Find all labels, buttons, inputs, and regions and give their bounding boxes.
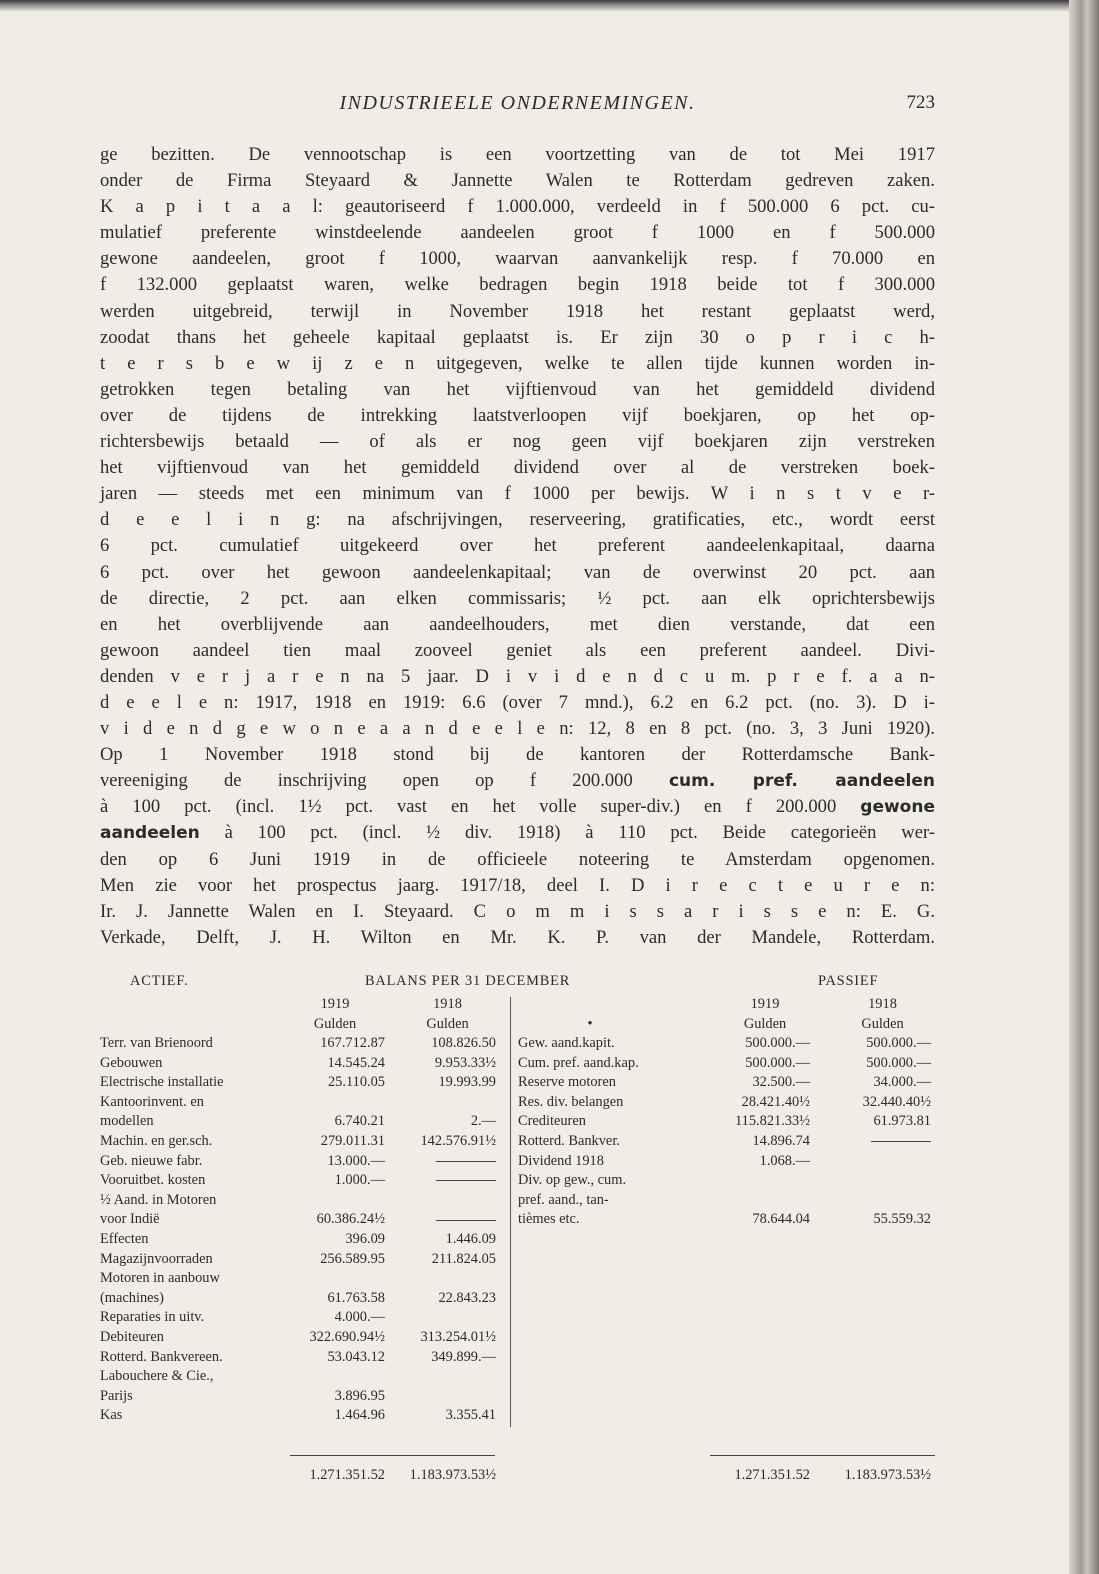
actief-rows (100, 1034, 500, 1426)
unit-label: Gulden (313, 1015, 357, 1032)
actief-value-1919: 279.011.31 (320, 1132, 385, 1149)
passief-value-1919: 1.068.— (759, 1152, 810, 1169)
passief-label: Cum. pref. aand.kap. (518, 1054, 639, 1071)
text-line: t e r s b e w ij z e n uitgegeven, welke te allen tijde kunnen worden in- (100, 352, 935, 374)
actief-total-1918: 1.183.973.53½ (409, 1467, 496, 1483)
actief-value-1918: 2.— (470, 1113, 496, 1130)
text-line: de directie, 2 pct. aan elken commissaris; ½ pct. aan elk oprichtersbewijs (100, 587, 935, 609)
actief-label: modellen (100, 1113, 154, 1130)
passief-value-1919: 28.421.40½ (741, 1093, 810, 1110)
actief-value-1918 (400, 1152, 496, 1172)
bullet-mark: • (587, 1015, 593, 1032)
passief-label: Gew. aand.kapit. (518, 1035, 615, 1051)
actief-value-1919: 1.000.— (334, 1172, 385, 1189)
passief-row (518, 1054, 938, 1074)
year-label: 1919 (320, 996, 350, 1012)
actief-value-1919: 60.386.24½ (316, 1211, 385, 1228)
passief-label: pref. aand., tan- (518, 1191, 609, 1208)
empty-dash (436, 1180, 496, 1181)
actief-label: Terr. van Brienoord (100, 1035, 213, 1051)
actief-value-1919: 14.545.24 (327, 1054, 385, 1071)
passief-value-1918: 500.000.— (866, 1054, 931, 1071)
actief-label: Geb. nieuwe fabr. (100, 1152, 203, 1169)
passief-1919-head (720, 995, 810, 1034)
actief-row (100, 1093, 500, 1113)
page-top-edge (0, 0, 1070, 12)
actief-row (100, 1308, 500, 1328)
page-number: 723 (906, 92, 935, 113)
empty-dash (436, 1161, 496, 1162)
page-header (100, 92, 935, 122)
empty-dash (436, 1220, 496, 1221)
passief-total-1919: 1.271.351.52 (734, 1467, 810, 1483)
actief-row (100, 1348, 500, 1368)
text-line: Op 1 November 1918 stond bij de kantoren der Rotterdamsche Bank- (100, 744, 935, 766)
actief-row (100, 1054, 500, 1074)
passief-label: tièmes etc. (518, 1211, 580, 1228)
passief-value-1918 (835, 1132, 931, 1152)
passief-value-1918: 500.000.— (866, 1035, 931, 1051)
actief-value-1918: 108.826.50 (431, 1035, 496, 1051)
actief-row (100, 1328, 500, 1348)
actief-value-1919: 167.712.87 (320, 1035, 385, 1051)
text-line: Men zie voor het prospectus jaarg. 1917/18, deel I. D i r e c t e u r e n: (100, 874, 935, 896)
actief-value-1918: 3.355.41 (445, 1407, 496, 1424)
passief-value-1919: 500.000.— (745, 1035, 810, 1051)
actief-label: Labouchere & Cie., (100, 1368, 214, 1385)
text-line: het vijftienvoud van het gemiddeld dividend over al de verstreken boek- (100, 457, 935, 479)
passief-row (518, 1073, 938, 1093)
bold-phrase: gewone (860, 797, 935, 818)
actief-value-1918: 1.446.09 (445, 1230, 496, 1247)
passief-label: Reserve motoren (518, 1074, 616, 1091)
actief-value-1919: 322.690.94½ (309, 1328, 385, 1345)
actief-value-1919: 61.763.58 (327, 1289, 385, 1306)
text-line: 6 pct. cumulatief uitgekeerd over het preferent aandeelenkapitaal, daarna (100, 535, 935, 557)
actief-label: Vooruitbet. kosten (100, 1172, 206, 1189)
passief-value-1918: 34.000.— (873, 1074, 931, 1091)
actief-row (100, 1132, 500, 1152)
passief-label: Div. op gew., cum. (518, 1172, 627, 1189)
actief-value-1918: 142.576.91½ (420, 1132, 496, 1149)
actief-value-1918: 349.899.— (431, 1348, 496, 1365)
actief-value-1918: 22.843.23 (438, 1289, 496, 1306)
actief-row (100, 1152, 500, 1172)
passief-row (518, 1093, 938, 1113)
actief-value-1919: 13.000.— (327, 1152, 385, 1169)
text-line: den op 6 Juni 1919 in de officieele noteering te Amsterdam opgenomen. (100, 848, 935, 870)
text-line (100, 794, 935, 820)
actief-value-1919: 256.589.95 (320, 1250, 385, 1267)
passief-rows (518, 1034, 938, 1230)
actief-label: Rotterd. Bankvereen. (100, 1348, 223, 1365)
text-line: richtersbewijs betaald — of als er nog geen vijf boekjaren zijn verstreken (100, 431, 935, 453)
actief-row (100, 1406, 500, 1426)
actief-value-1918 (400, 1171, 496, 1191)
text-line (100, 820, 935, 846)
year-label: 1918 (868, 996, 897, 1012)
actief-label: Gebouwen (100, 1054, 163, 1071)
text-line: onder de Firma Steyaard & Jannette Walen te Rotterdam gedreven zaken. (100, 170, 935, 192)
actief-row (100, 1112, 500, 1132)
text-line: 6 pct. over het gewoon aandeelenkapitaal; van de overwinst 20 pct. aan (100, 561, 935, 583)
actief-value-1919: 4.000.— (334, 1309, 385, 1326)
passief-label: Dividend 1918 (518, 1152, 604, 1169)
actief-label: Reparaties in uitv. (100, 1309, 205, 1326)
text-line: Verkade, Delft, J. H. Wilton en Mr. K. P. van der Mandele, Rotterdam. (100, 926, 935, 948)
bold-phrase: aandeelen (100, 823, 200, 844)
actief-label: Magazijnvoorraden (100, 1250, 213, 1267)
year-label: 1918 (433, 996, 462, 1012)
body-text (100, 142, 935, 951)
actief-label: Machin. en ger.sch. (100, 1132, 213, 1149)
bold-phrase: cum. pref. aandeelen (668, 771, 935, 792)
passief-row (518, 1171, 938, 1191)
actief-value-1918: 313.254.01½ (420, 1328, 496, 1345)
passief-value-1918: 61.973.81 (873, 1113, 931, 1130)
balance-title: BALANS PER 31 DECEMBER (365, 973, 571, 989)
text-line: zoodat thans het geheele kapitaal geplaatst is. Er zijn 30 o p r i c h- (100, 326, 935, 348)
actief-value-1919: 25.110.05 (327, 1074, 385, 1091)
actief-total-rule (290, 1455, 495, 1456)
actief-row (100, 1367, 500, 1387)
text-line: K a p i t a a l: geautoriseerd f 1.000.000, verdeeld in f 500.000 6 pct. cu- (100, 196, 935, 218)
passief-label: Crediteuren (518, 1113, 586, 1130)
text-line-part: vereeniging de inschrijving open op f 200.000 (100, 770, 669, 792)
actief-total-1919: 1.271.351.52 (309, 1467, 385, 1483)
book-binding-edge (1069, 0, 1099, 1574)
actief-row (100, 1230, 500, 1250)
actief-value-1919: 6.740.21 (334, 1113, 385, 1130)
actief-label: Parijs (100, 1387, 133, 1404)
actief-label: Kas (100, 1407, 123, 1424)
actief-label: Kantoorinvent. en (100, 1093, 204, 1110)
actief-label: Effecten (100, 1230, 149, 1247)
actief-value-1918: 9.953.33½ (434, 1054, 496, 1071)
text-line: d e e l i n g: na afschrijvingen, reserveering, gratificaties, etc., wordt eerst (100, 509, 935, 531)
passief-heading: PASSIEF (818, 973, 879, 989)
text-line: getrokken tegen betaling van het vijftienvoud van het gemiddeld dividend (100, 378, 935, 400)
passief-value-1919: 32.500.— (752, 1074, 810, 1091)
actief-value-1918 (400, 1210, 496, 1230)
actief-row (100, 1387, 500, 1407)
passief-value-1919: 500.000.— (745, 1054, 810, 1071)
passief-label: Res. div. belangen (518, 1093, 624, 1110)
running-title: INDUSTRIEELE ONDERNEMINGEN. (339, 92, 696, 114)
text-line-part: à 100 pct. (incl. ½ div. 1918) à 110 pct. Beide categorieën wer- (199, 822, 935, 844)
balance-heading (100, 973, 935, 995)
unit-label: Gulden (426, 1015, 469, 1032)
actief-label: Motoren in aanbouw (100, 1270, 220, 1287)
unit-label: Gulden (861, 1015, 904, 1032)
column-divider (510, 997, 511, 1427)
passief-row (518, 1191, 938, 1211)
text-line: gewoon aandeel tien maal zooveel geniet als een preferent aandeel. Divi- (100, 639, 935, 661)
text-line: v i d e n d g e w o n e a a n d e e l e n: 12, 8 en 8 pct. (no. 3, 3 Juni 1920). (100, 718, 935, 740)
passief-row (518, 1112, 938, 1132)
text-line: f 132.000 geplaatst waren, welke bedragen begin 1918 beide tot f 300.000 (100, 274, 935, 296)
actief-1918-head (400, 995, 495, 1034)
actief-heading: ACTIEF. (130, 973, 189, 989)
unit-label: Gulden (743, 1015, 787, 1032)
text-line: werden uitgebreid, terwijl in November 1918 het restant geplaatst werd, (100, 300, 935, 322)
actief-value-1919: 1.464.96 (334, 1407, 385, 1424)
text-line: jaren — steeds met een minimum van f 1000 per bewijs. W i n s t v e r- (100, 483, 935, 505)
passief-row (518, 1034, 938, 1054)
actief-value-1918: 19.993.99 (438, 1074, 496, 1091)
passief-label: Rotterd. Bankver. (518, 1132, 620, 1149)
passief-1918-head (835, 995, 930, 1034)
actief-value-1919: 53.043.12 (327, 1348, 385, 1365)
passief-total-rule (710, 1455, 935, 1456)
actief-row (100, 1191, 500, 1211)
actief-label: ½ Aand. in Motoren (100, 1191, 217, 1208)
actief-row (100, 1269, 500, 1289)
passief-total-1918: 1.183.973.53½ (844, 1467, 931, 1483)
actief-label: Debiteuren (100, 1328, 164, 1345)
actief-row (100, 1210, 500, 1230)
balance-sheet (100, 973, 935, 1483)
text-line: en het overblijvende aan aandeelhouders, met dien verstande, dat een (100, 613, 935, 635)
text-line: over de tijdens de intrekking laatstverloopen vijf boekjaren, op het op- (100, 404, 935, 426)
actief-value-1919: 3.896.95 (334, 1387, 385, 1404)
passief-value-1918: 32.440.40½ (862, 1093, 931, 1110)
passief-value-1918: 55.559.32 (873, 1211, 931, 1228)
passief-value-1919: 78.644.04 (752, 1211, 810, 1228)
text-line-part: à 100 pct. (incl. 1½ pct. vast en het volle super-div.) en f 200.000 (100, 796, 861, 818)
actief-row (100, 1250, 500, 1270)
passief-value-1919: 115.821.33½ (734, 1113, 810, 1130)
passief-bullet-col (580, 995, 600, 1034)
actief-row (100, 1171, 500, 1191)
text-line (100, 768, 935, 794)
passief-row (518, 1210, 938, 1230)
actief-row (100, 1289, 500, 1309)
actief-label: voor Indië (100, 1211, 160, 1228)
actief-label: (machines) (100, 1289, 164, 1306)
passief-value-1919: 14.896.74 (752, 1132, 810, 1149)
text-line: d e e l e n: 1917, 1918 en 1919: 6.6 (over 7 mnd.), 6.2 en 6.2 pct. (no. 3). D i- (100, 691, 935, 713)
actief-value-1918: 211.824.05 (431, 1250, 496, 1267)
passief-row (518, 1152, 938, 1172)
empty-dash (871, 1141, 931, 1142)
actief-1919-head (285, 995, 385, 1034)
text-line: gewone aandeelen, groot f 1000, waarvan aanvankelijk resp. f 70.000 en (100, 248, 935, 270)
actief-value-1919: 396.09 (345, 1230, 385, 1247)
actief-row (100, 1034, 500, 1054)
actief-label: Electrische installatie (100, 1074, 224, 1091)
text-line: ge bezitten. De vennootschap is een voortzetting van de tot Mei 1917 (100, 144, 935, 165)
text-line: denden v e r j a r e n na 5 jaar. D i v i d e n d c u m. p r e f. a a n- (100, 665, 935, 687)
year-label: 1919 (750, 996, 780, 1012)
text-line: mulatief preferente winstdeelende aandeelen groot f 1000 en f 500.000 (100, 222, 935, 244)
actief-row (100, 1073, 500, 1093)
passief-row (518, 1132, 938, 1152)
text-line: Ir. J. Jannette Walen en I. Steyaard. C o m m i s s a r i s s e n: E. G. (100, 900, 935, 922)
